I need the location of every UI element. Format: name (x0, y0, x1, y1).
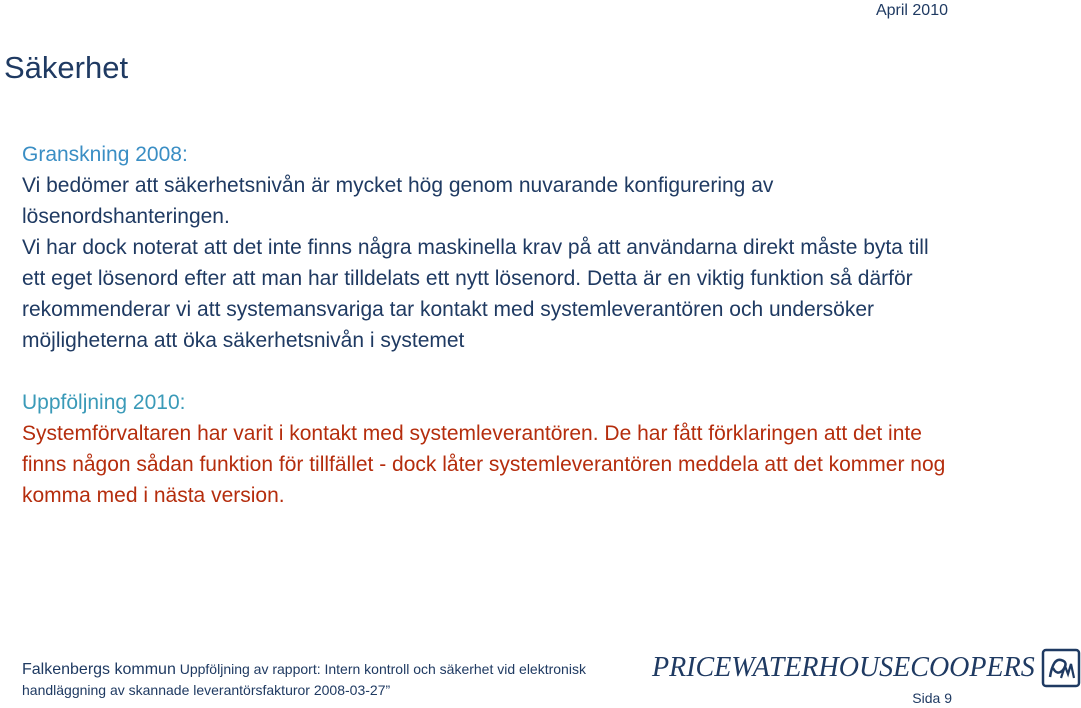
slide-title: Säkerhet (4, 50, 129, 85)
footer-info (22, 659, 602, 701)
footer-report-line-1: Uppföljning av rapport: Intern kontroll och säkerhet vid elektronisk (179, 661, 586, 677)
review-paragraph-1: Vi bedömer att säkerhetsnivån är mycket hög genom nuvarande konfigurering av lösenordshanteringen. (22, 174, 774, 228)
footer-report-line-2: handläggning av skannade leverantörsfakturor 2008-03-27” (22, 682, 391, 698)
followup-paragraph: Systemförvaltaren har varit i kontakt med systemleverantören. De har fått förklaringen att det inte finns någon sådan funktion för tillfället - dock låter systemleverantören meddela att det kommer nog komma med i nästa version. (22, 422, 946, 507)
slide-content (22, 140, 947, 511)
review-paragraph-2: Vi har dock noterat att det inte finns några maskinella krav på att användarna direkt måste byta till ett eget lösenord efter att man har tilldelats ett nytt lösenord. Detta är en viktig funktion så därför rekommenderar vi att systemansvariga tar kontakt med systemleverantören och undersöker möjligheterna att öka säkerhetsnivån i systemet (22, 236, 929, 352)
page-number: Sida 9 (912, 690, 952, 706)
pwc-emblem-icon (1041, 648, 1081, 688)
review-label: Granskning 2008: (22, 143, 188, 166)
pwc-logo (652, 646, 1081, 690)
followup-label: Uppföljning 2010: (22, 391, 186, 414)
slide-date: April 2010 (875, 2, 948, 19)
logo-text: PRICEWATERHOUSECOOPERS (652, 652, 1035, 683)
footer-municipality: Falkenbergs kommun (22, 661, 176, 678)
